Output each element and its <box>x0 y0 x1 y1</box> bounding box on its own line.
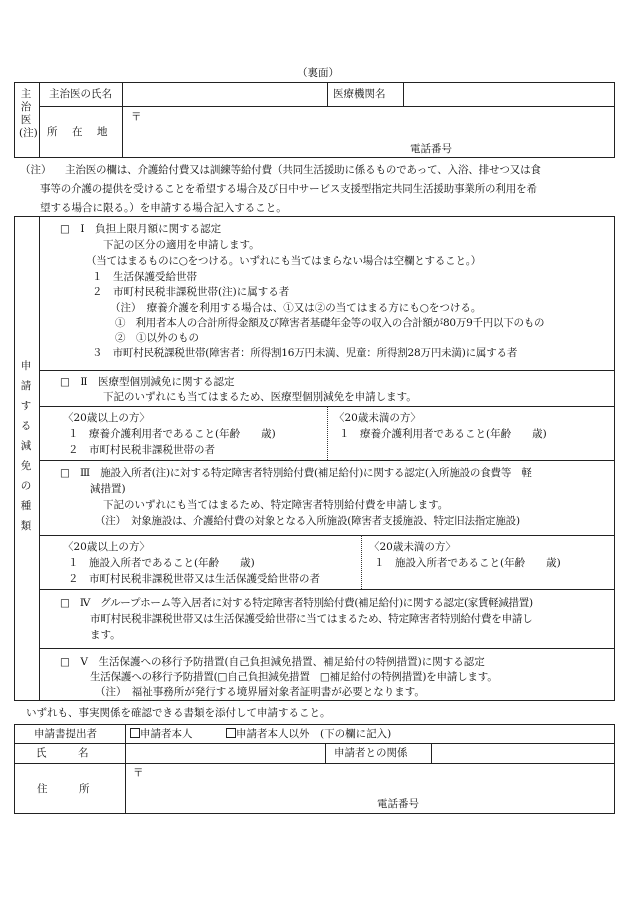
s4-line-1: 市町村民税非課税世帯又は生活保護受給世帯に当てはまるため、特定障害者特別給付費を申請し <box>90 613 533 625</box>
s3-line-2: （注） 対象施設は、介護給付費の対象となる入所施設(障害者支援施設、特定旧法指定施設) <box>95 515 520 527</box>
note-line-2: 事等の介護の提供を受けることを希望する場合及び日中サービス支援型指定共同生活援助事業所の利用を希 <box>40 183 537 195</box>
checkbox-other[interactable] <box>226 728 236 738</box>
s1-line-7[interactable]: ② ①以外のもの <box>115 332 199 344</box>
physician-name-label: 主治医の氏名 <box>49 88 112 100</box>
submitter-label: 申請書提出者 <box>34 728 97 740</box>
note-prefix: （注） <box>20 164 52 176</box>
note-line-1: 主治医の欄は、介護給付費又は訓練等給付費（共同生活援助に係るものであって、入浴、排せつ又は食 <box>65 164 541 176</box>
s3-line-1: 下記のいずれにも当てはまるため、特定障害者特別給付費を申請します。 <box>103 499 449 511</box>
section-3-title[interactable]: □ Ⅲ 施設入所者(注)に対する特定障害者特別給付費(補足給付)に関する認定(入所施設の食費等 軽 <box>60 467 532 479</box>
institution-field[interactable] <box>408 87 608 101</box>
page-title: （裏面） <box>297 67 339 79</box>
submitter-name-label: 氏 名 <box>36 747 89 759</box>
s1-line-8[interactable]: ３ 市町村民税課税世帯(障害者：所得割16万円未満、児童：所得割28万円未満)に属する者 <box>92 347 518 359</box>
s3-left-line-1[interactable]: １ 施設入所者であること(年齢 歳) <box>68 557 255 569</box>
section-2-title[interactable]: □ Ⅱ 医療型個別減免に関する認定 <box>60 376 235 388</box>
section-5-title[interactable]: □ Ⅴ 生活保護への移行予防措置(自己負担減免措置、補足給付の特例措置)に関する認定 <box>60 656 485 668</box>
s2-left-line-2: ２ 市町村民税非課税世帯の者 <box>68 444 215 456</box>
reduction-side-label: 申 請 す る 減 免 の 種 類 <box>20 360 32 532</box>
physician-phone-label: 電話番号 <box>410 143 452 155</box>
s1-line-1: 下記の区分の適用を申請します。 <box>103 239 260 251</box>
s1-line-2: （当てはまるものに○をつける。いずれにも当てはまらない場合は空欄とすること。） <box>86 255 482 267</box>
s3-right-line-1[interactable]: １ 施設入所者であること(年齢 歳) <box>374 557 561 569</box>
submitter-address-label: 住 所 <box>37 783 90 795</box>
physician-name-field[interactable] <box>128 87 323 101</box>
submitter-phone-label: 電話番号 <box>377 798 419 810</box>
s2-right-line-1[interactable]: １ 療養介護利用者であること(年齢 歳) <box>339 428 547 440</box>
s2-line-1: 下記のいずれにも当てはまるため、医療型個別減免を申請します。 <box>103 391 417 403</box>
s3-left-line-2: ２ 市町村民税非課税世帯又は生活保護受給世帯の者 <box>68 573 320 585</box>
attach-note: いずれも、事実関係を確認できる書類を添付して申請すること。 <box>26 707 331 719</box>
physician-address-label: 所 在 地 <box>47 126 110 138</box>
s5-line-2: （注） 福祉事務所が発行する境界層対象者証明書が必要となります。 <box>95 686 425 698</box>
s2-right-head: 〈20歳未満の方〉 <box>334 412 421 424</box>
s3-title-cont: 減措置) <box>90 483 126 495</box>
s4-line-2: ます。 <box>90 629 121 641</box>
note-line-3: 望する場合に限る。）を申請する場合記入すること。 <box>40 202 287 214</box>
s1-line-6[interactable]: ① 利用者本人の合計所得金額及び障害者基礎年金等の収入の合計額が80万9千円以下のもの <box>115 317 545 329</box>
s2-left-line-1[interactable]: １ 療養介護利用者であること(年齢 歳) <box>68 428 276 440</box>
s1-line-5: （注） 療養介護を利用する場合は、①又は②の当てはまる方にも○をつける。 <box>110 302 482 314</box>
submitter-option-other[interactable]: 申請者本人以外 (下の欄に記入) <box>226 727 391 741</box>
checkbox-self[interactable] <box>130 728 140 738</box>
s2-left-head: 〈20歳以上の方〉 <box>63 412 150 424</box>
s1-line-4[interactable]: ２ 市町村民税非課税世帯(注)に属する者 <box>92 286 290 298</box>
relation-label: 申請者との関係 <box>334 747 408 759</box>
submitter-option-self[interactable]: 申請者本人 <box>130 727 193 741</box>
s3-right-head: 〈20歳未満の方〉 <box>369 541 456 553</box>
physician-side-label: 主 治 医 (注) <box>19 88 38 139</box>
section-4-title[interactable]: □ Ⅳ グループホーム等入居者に対する特定障害者特別給付費(補足給付)に関する認定(家賃軽減措置) <box>60 597 533 609</box>
s5-line-1[interactable]: 生活保護への移行予防措置(□自己負担減免措置 □補足給付の特例措置)を申請します。 <box>90 671 498 683</box>
s1-line-3[interactable]: １ 生活保護受給世帯 <box>92 271 197 283</box>
section-1-title[interactable]: □ Ⅰ 負担上限月額に関する認定 <box>60 223 222 235</box>
submitter-postal-mark: 〒 <box>133 767 144 779</box>
s3-left-head: 〈20歳以上の方〉 <box>63 541 150 553</box>
postal-mark: 〒 <box>131 111 142 123</box>
institution-label: 医療機関名 <box>333 88 386 100</box>
